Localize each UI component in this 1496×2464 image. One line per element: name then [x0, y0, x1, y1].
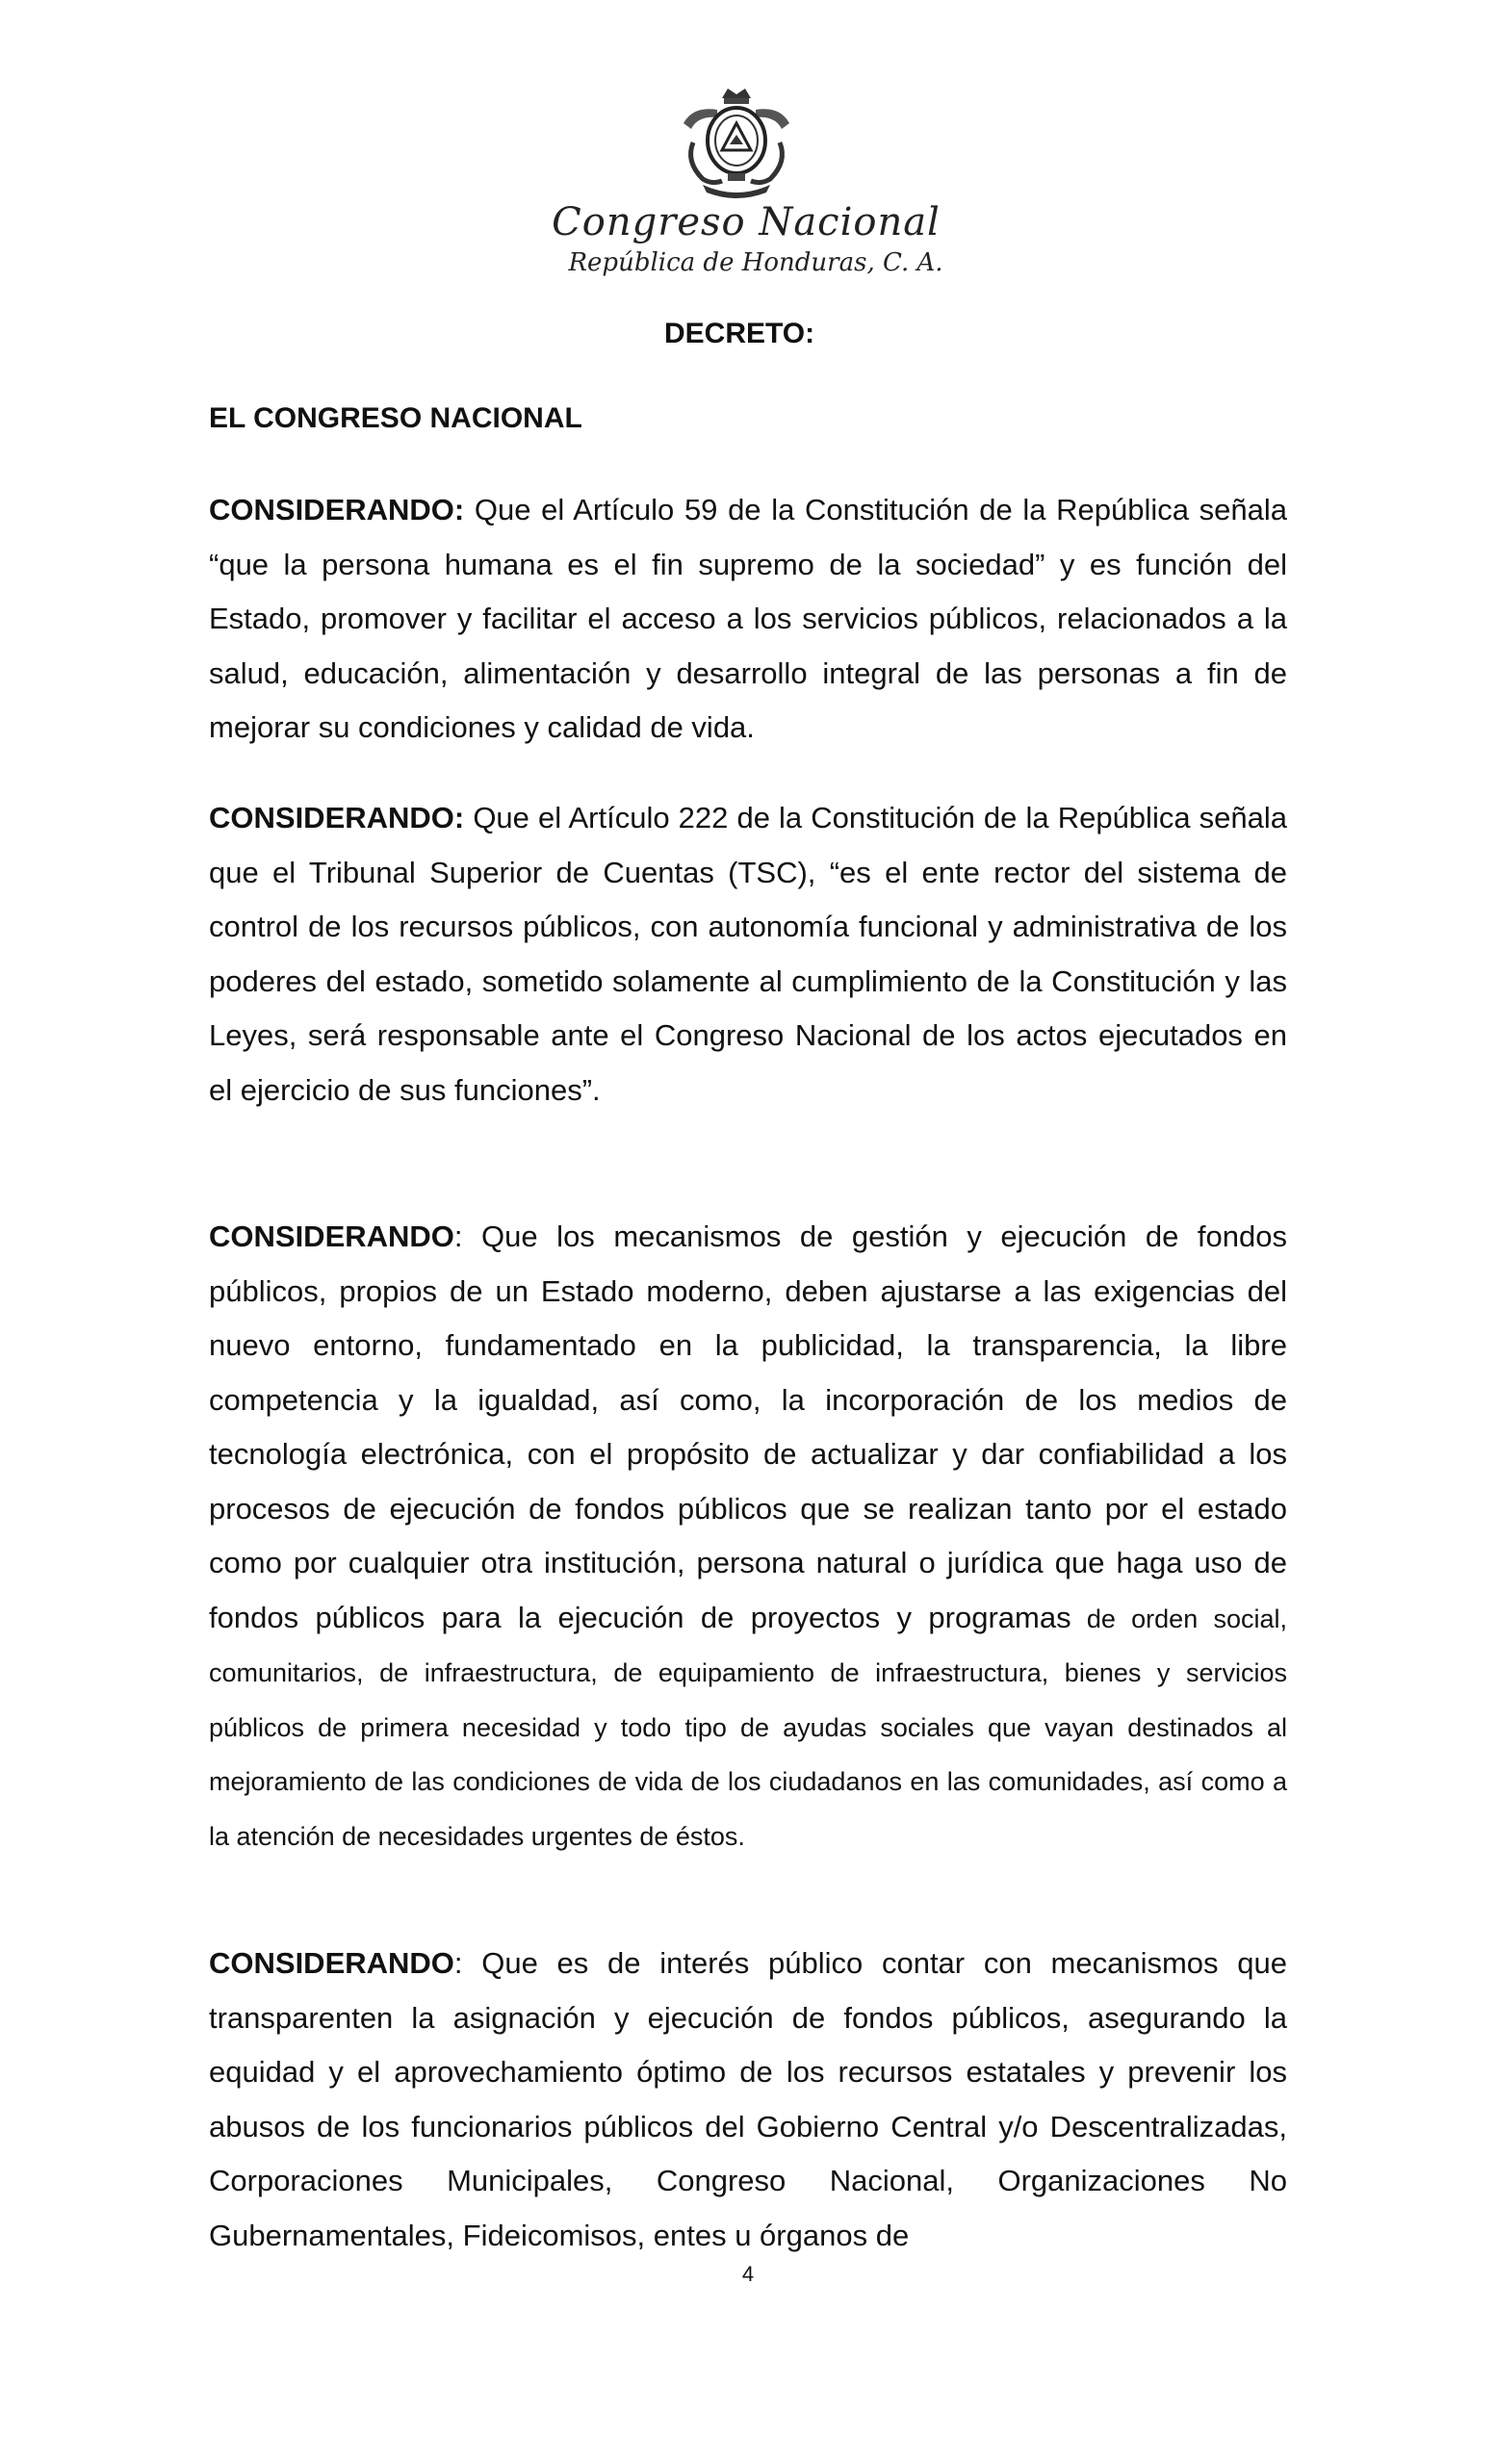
considerando-paragraph — [209, 1210, 1287, 1862]
paragraph-text: Que el Artículo 222 de la Constitución de la República señala que el Tribunal Superior de Cuentas (TSC), “es el ente rector del sistema de control de los recursos públicos, con autonomía funcional y administrativa de los poderes del estado, sometido solamente al cumplimiento de la Constitución y las Leyes, será responsable ante el Congreso Nacional de los actos ejecutados en el ejercicio de sus funciones”. — [209, 801, 1287, 1107]
paragraph-label: CONSIDERANDO: — [209, 493, 465, 526]
institution-name: Congreso Nacional — [552, 200, 941, 244]
paragraph-label: CONSIDERANDO — [209, 1946, 454, 1980]
letterhead — [520, 85, 1020, 296]
institution-subtitle: República de Honduras, C. A. — [568, 248, 943, 277]
paragraph-text: Que el Artículo 59 de la Constitución de la República señala “que la persona humana es el fin supremo de la sociedad” y es función del Estado, promover y facilitar el acceso a los servicios públicos, relacionados a la salud, educación, alimentación y desarrollo integral de las personas a fin de mejorar su condiciones y calidad de vida. — [209, 493, 1287, 744]
document-title: DECRETO: — [664, 318, 815, 349]
paragraph-text: : Que los mecanismos de gestión y ejecución de fondos públicos, propios de un Estado moderno, deben ajustarse a las exigencias del nuevo entorno, fundamentado en la publicidad, la transparencia, la libre competencia y la igualdad, así como, la incorporación de los medios de tecnología electrónica, con el propósito de actualizar y dar confiabilidad a los procesos de ejecución de fondos públicos que se realizan tanto por el estado como por cualquier otra institución, persona natural o jurídica que haga uso de fondos públicos para la ejecución de proyectos y programas — [209, 1219, 1287, 1634]
issuer-heading: EL CONGRESO NACIONAL — [209, 402, 582, 434]
paragraph-label: CONSIDERANDO — [209, 1219, 454, 1253]
coat-of-arms-icon — [674, 85, 799, 198]
considerando-paragraph — [209, 791, 1287, 1117]
page-number: 4 — [741, 2262, 755, 2286]
paragraph-text-small: de orden social, comunitarios, de infraestructura, de equipamiento de infraestructura, bienes y servicios públicos de primera necesidad y todo tipo de ayudas sociales que vayan destinados al mejoramiento de las condiciones de vida de los ciudadanos en las comunidades, así como a la atención de necesidades urgentes de éstos. — [209, 1604, 1288, 1851]
considerando-paragraph — [209, 483, 1287, 756]
paragraph-label: CONSIDERANDO: — [209, 801, 465, 834]
considerando-paragraph — [209, 1937, 1287, 2263]
paragraph-text: : Que es de interés público contar con mecanismos que transparenten la asignación y ejecución de fondos públicos, asegurando la equidad y el aprovechamiento óptimo de los recursos estatales y prevenir los abusos de los funcionarios públicos del Gobierno Central y/o Descentralizadas, Corporaciones Municipales, Congreso Nacional, Organizaciones No Gubernamentales, Fideicomisos, entes u órganos de — [209, 1946, 1287, 2252]
